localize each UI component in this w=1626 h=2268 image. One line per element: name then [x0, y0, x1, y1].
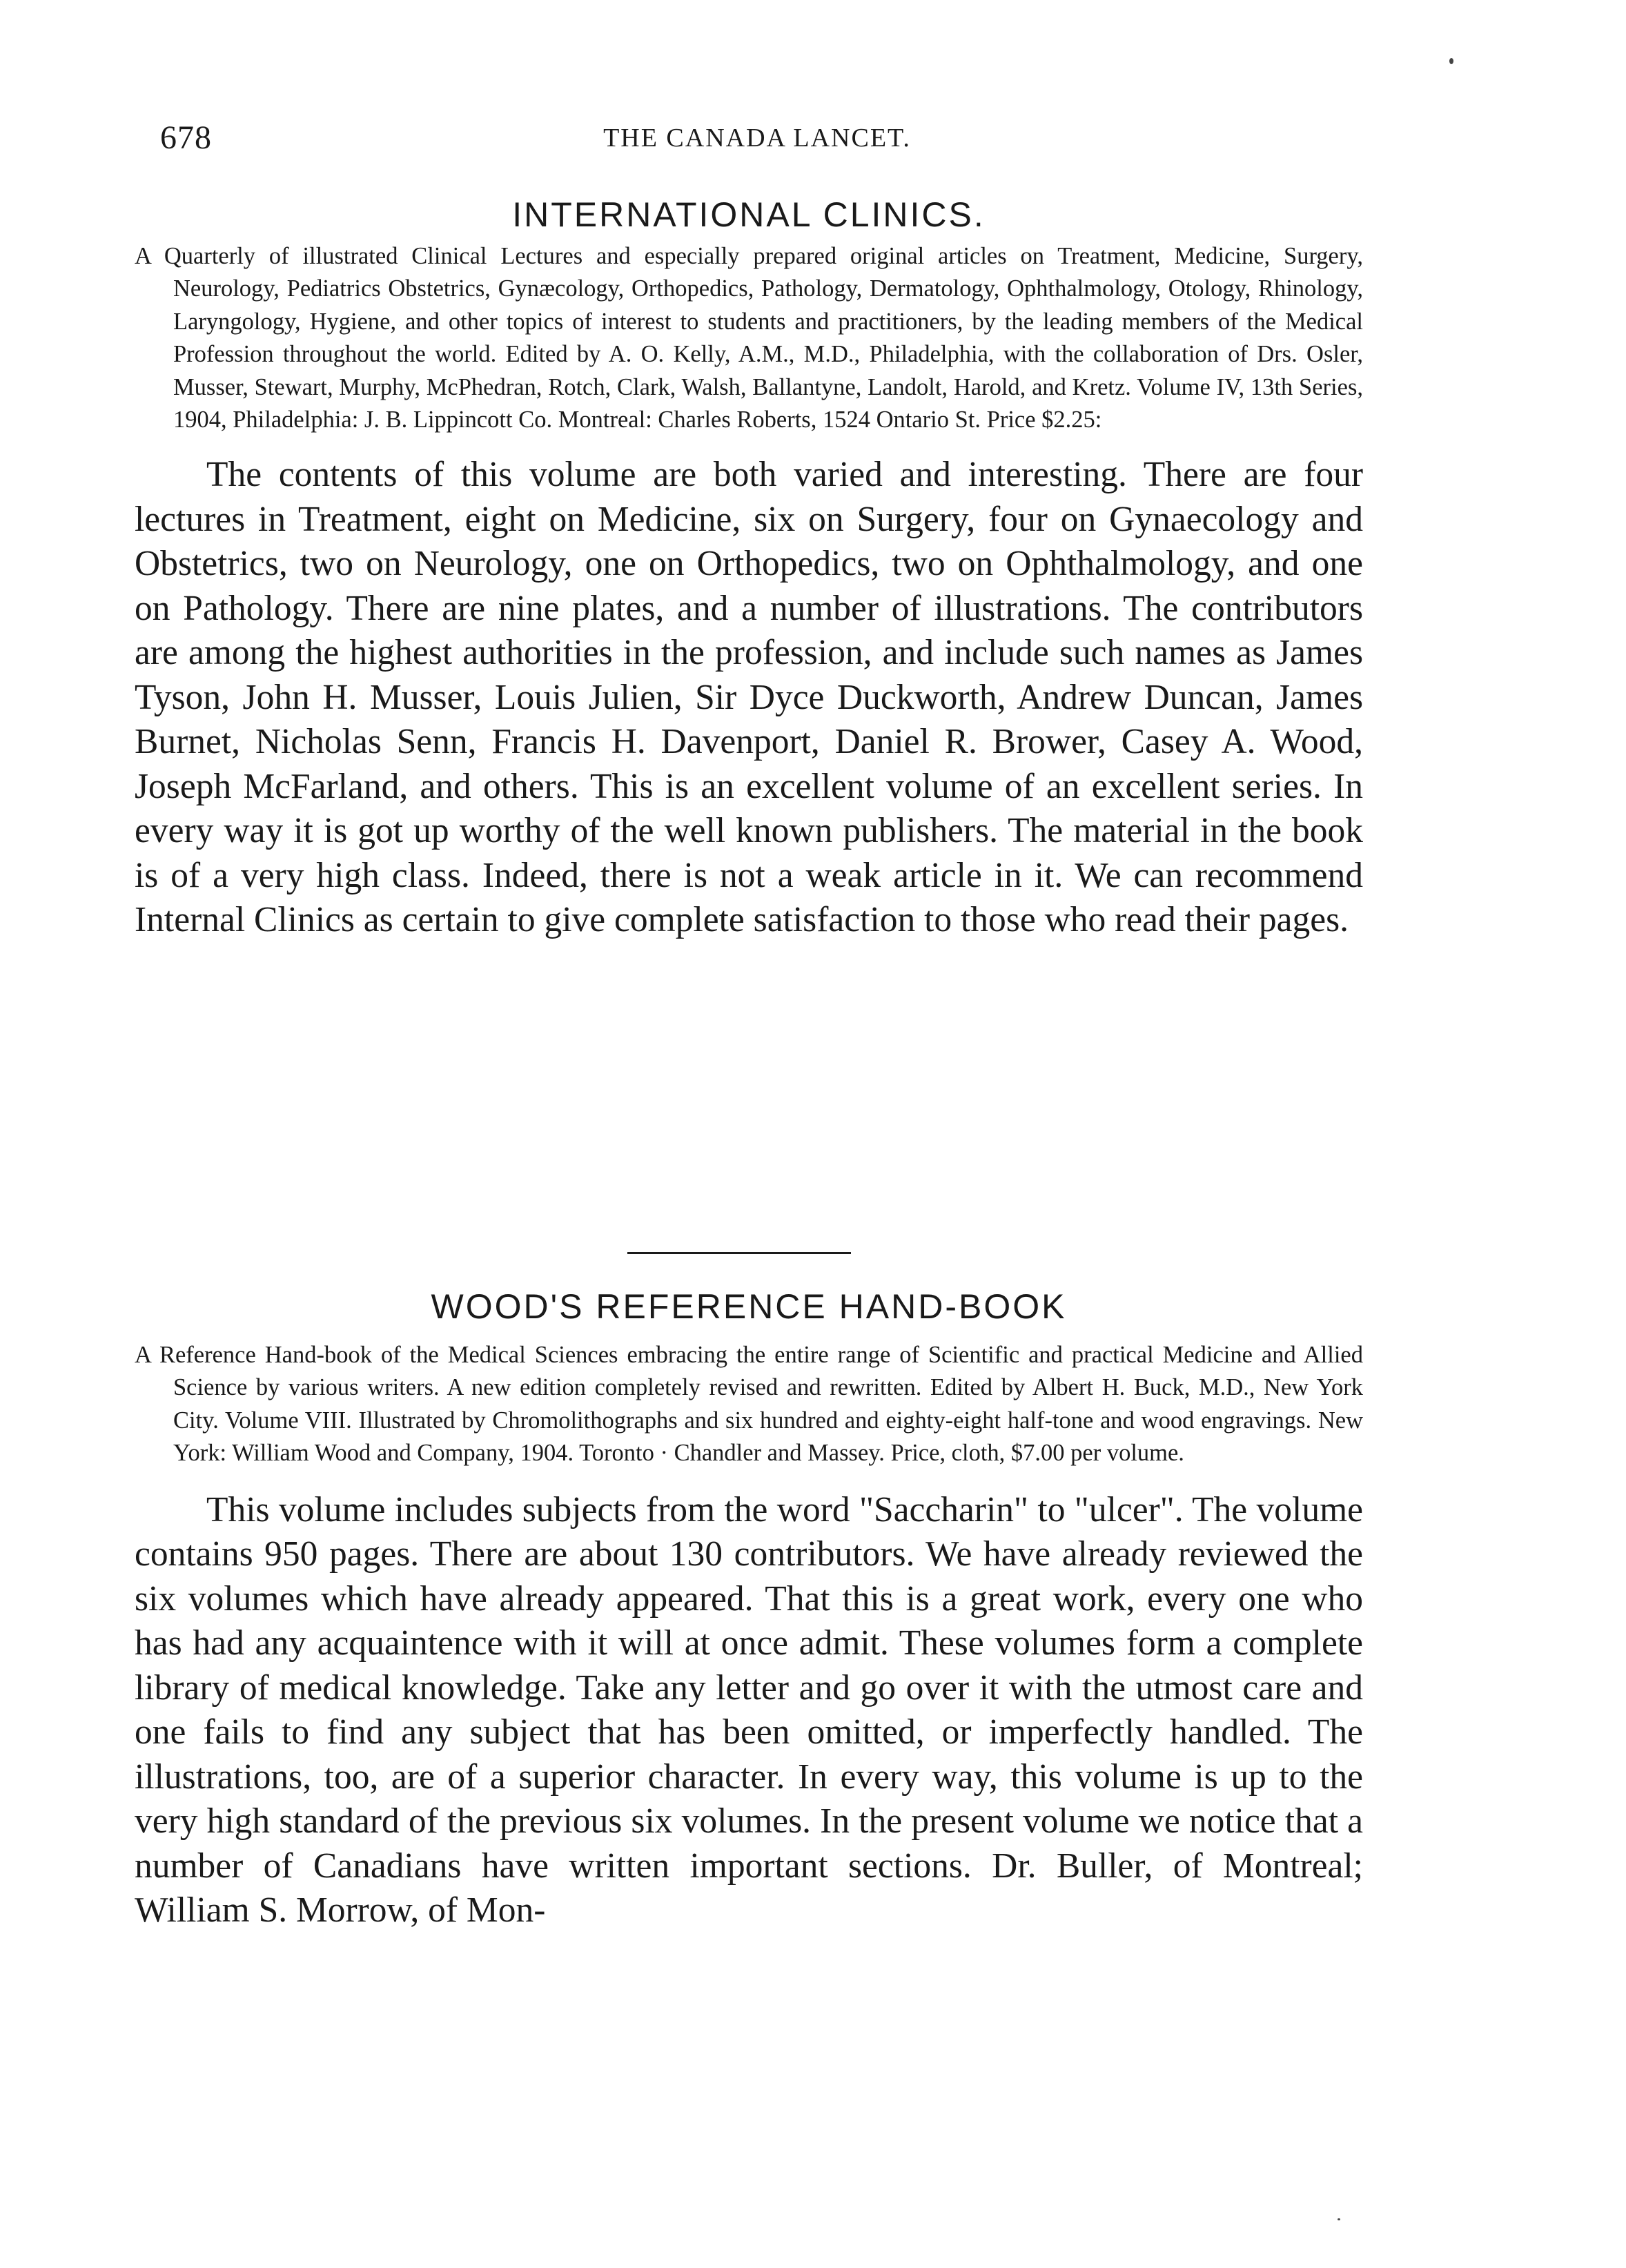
ink-speck [1338, 2218, 1340, 2220]
journal-title: THE CANADA LANCET. [603, 124, 911, 153]
bibliographic-citation: A Reference Hand-book of the Medical Sciences embracing the entire range of Scientific and practical Medicine and Allied Science by various writers. A new edition completely revised and rewritten. Edited by Albert H. Buck, M.D., New York City. Volume VIII. Illustrated by Chromolithographs and six hundred and eighty-eight half-tone and wood engravings. New York: William Wood and Company, 1904. Toronto · Chandler and Massey. Price, cloth, $7.00 per volume. [135, 1342, 1363, 1467]
bibliographic-citation: A Quarterly of illustrated Clinical Lectures and especially prepared original articles on Treatment, Medicine, Surgery, Neurology, Pediatrics Obstetrics, Gynæcology, Orthopedics, Pathology, Dermatology, Ophthalmology, Otology, Rhinology, Laryngology, Hygiene, and other topics of interest to students and practitioners, by the leading members of the Medical Profession throughout the world. Edited by A. O. Kelly, A.M., M.D., Philadelphia, with the collaboration of Drs. Osler, Musser, Stewart, Murphy, McPhedran, Rotch, Clark, Walsh, Ballantyne, Landolt, Harold, and Kretz. Volume IV, 13th Series, 1904, Philadelphia: J. B. Lippincott Co. Montreal: Charles Roberts, 1524 Ontario St. Price $2.25: [135, 243, 1363, 433]
section-title: WOOD'S REFERENCE HAND-BOOK [431, 1287, 1067, 1326]
ink-speck [1449, 58, 1453, 64]
section-title: INTERNATIONAL CLINICS. [512, 195, 986, 234]
review-body: This volume includes subjects from the word "Saccharin" to "ulcer". The volume contains 950 pages. There are about 130 contributors. We have already reviewed the six volumes which have already appeared. That this is a great work, every one who has had any acquaintence with it will at once admit. These volumes form a complete library of medical knowledge. Take any letter and go over it with the utmost care and one fails to find any subject that has been omitted, or imperfectly handled. The illustrations, too, are of a superior character. In every way, this volume is up to the very high standard of the previous six volumes. In the present volume we notice that a number of Canadians have written important sections. Dr. Buller, of Montreal; William S. Morrow, of Mon- [135, 1489, 1363, 1930]
review-international-clinics [135, 190, 1363, 943]
section-divider [627, 1252, 851, 1254]
review-woods-reference-handbook [135, 1282, 1363, 1933]
review-body: The contents of this volume are both varied and interesting. There are four lectures in Treatment, eight on Medicine, six on Surgery, four on Gynaecology and Obstetrics, two on Neurology, one on Orthopedics, two on Ophthalmology, and one on Pathology. There are nine plates, and a number of illustrations. The contributors are among the highest authorities in the profession, and include such names as James Tyson, John H. Musser, Louis Julien, Sir Dyce Duckworth, Andrew Duncan, James Burnet, Nicholas Senn, Francis H. Davenport, Daniel R. Brower, Casey A. Wood, Joseph McFarland, and others. This is an excellent volume of an excellent series. In every way it is got up worthy of the well known publishers. The material in the book is of a very high class. Indeed, there is not a weak article in it. We can recommend Internal Clinics as certain to give complete satisfaction to those who read their pages. [135, 455, 1363, 940]
page-number: 678 [160, 119, 212, 156]
running-head [160, 119, 1354, 167]
